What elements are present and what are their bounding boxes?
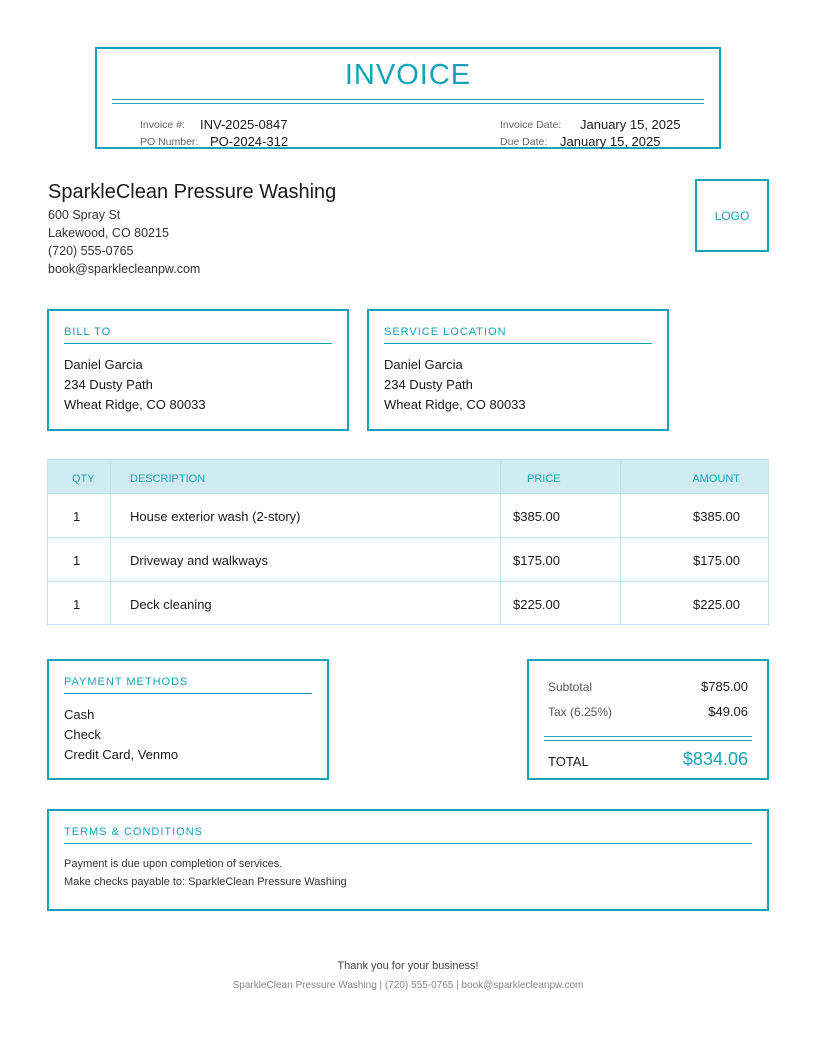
thank-you-message: Thank you for your business! xyxy=(337,960,479,972)
row-3-qty: 1 xyxy=(73,597,81,612)
company-address-line2: Lakewood, CO 80215 xyxy=(48,226,169,240)
payment-method-item: Check xyxy=(64,727,101,742)
po-number-label: PO Number: xyxy=(140,136,199,148)
description-header: DESCRIPTION xyxy=(130,473,206,485)
service-location-city: Wheat Ridge, CO 80033 xyxy=(384,397,526,412)
totals-divider xyxy=(544,740,752,741)
payment-method-item: Credit Card, Venmo xyxy=(64,747,179,762)
row-divider xyxy=(48,581,768,582)
line-items-table xyxy=(47,459,769,625)
row-3-description: Deck cleaning xyxy=(130,597,212,612)
total-value: $834.06 xyxy=(682,749,748,769)
terms-heading: TERMS & CONDITIONS xyxy=(64,826,204,838)
row-2-amount: $175.00 xyxy=(693,553,740,568)
bill-to-box xyxy=(47,309,349,431)
invoice-title: INVOICE xyxy=(344,59,472,91)
terms-line-1: Payment is due upon completion of services. xyxy=(64,858,283,870)
section-divider xyxy=(384,343,652,344)
column-divider xyxy=(620,460,621,624)
column-divider xyxy=(500,460,501,624)
payment-methods-box xyxy=(47,659,329,780)
row-2-price: $175.00 xyxy=(513,553,560,568)
due-date-label: Due Date: xyxy=(500,136,548,148)
subtotal-value: $785.00 xyxy=(701,679,748,694)
invoice-date: January 15, 2025 xyxy=(580,117,681,132)
logo-placeholder: LOGO xyxy=(695,179,769,252)
header-divider xyxy=(112,103,704,104)
payment-methods-heading: PAYMENT METHODS xyxy=(64,676,189,688)
terms-box xyxy=(47,809,769,911)
price-header: PRICE xyxy=(527,473,561,485)
section-divider xyxy=(64,343,332,344)
company-address-line1: 600 Spray St xyxy=(48,208,121,222)
service-location-street: 234 Dusty Path xyxy=(384,377,473,392)
bill-to-city: Wheat Ridge, CO 80033 xyxy=(64,397,206,412)
subtotal-label: Subtotal xyxy=(548,680,593,694)
row-1-qty: 1 xyxy=(73,509,81,524)
totals-box xyxy=(527,659,769,780)
footer-contact: SparkleClean Pressure Washing | (720) 555-0765 | book@sparklecleanpw.com xyxy=(232,980,584,991)
bill-to-name: Daniel Garcia xyxy=(64,357,143,372)
company-name: SparkleClean Pressure Washing xyxy=(48,181,337,203)
po-number: PO-2024-312 xyxy=(210,134,289,149)
invoice-number: INV-2025-0847 xyxy=(200,117,288,132)
totals-divider xyxy=(544,736,752,737)
service-location-box xyxy=(367,309,669,431)
total-label: TOTAL xyxy=(548,754,589,769)
row-1-amount: $385.00 xyxy=(693,509,740,524)
section-divider xyxy=(64,693,312,694)
service-location-heading: SERVICE LOCATION xyxy=(384,326,507,338)
section-divider xyxy=(64,843,752,844)
qty-header: QTY xyxy=(72,473,95,485)
row-3-amount: $225.00 xyxy=(693,597,740,612)
invoice-header xyxy=(95,47,721,149)
invoice-date-label: Invoice Date: xyxy=(500,119,562,131)
header-divider xyxy=(112,99,704,100)
row-2-qty: 1 xyxy=(73,553,81,568)
amount-header: AMOUNT xyxy=(692,473,740,485)
row-2-description: Driveway and walkways xyxy=(130,553,268,568)
bill-to-heading: BILL TO xyxy=(64,326,112,338)
row-1-description: House exterior wash (2-story) xyxy=(130,509,301,524)
row-divider xyxy=(48,493,768,494)
service-location-name: Daniel Garcia xyxy=(384,357,463,372)
payment-method-item: Cash xyxy=(64,707,95,722)
row-1-price: $385.00 xyxy=(513,509,560,524)
bill-to-street: 234 Dusty Path xyxy=(64,377,153,392)
row-divider xyxy=(48,537,768,538)
row-3-price: $225.00 xyxy=(513,597,560,612)
column-divider xyxy=(110,460,111,624)
due-date: January 15, 2025 xyxy=(560,134,661,149)
invoice-number-label: Invoice #: xyxy=(140,119,185,131)
tax-value: $49.06 xyxy=(708,704,748,719)
company-email: book@sparklecleanpw.com xyxy=(48,262,201,276)
company-phone: (720) 555-0765 xyxy=(48,244,134,258)
terms-line-2: Make checks payable to: SparkleClean Pressure Washing xyxy=(64,876,347,888)
tax-label: Tax (6.25%) xyxy=(548,705,613,719)
